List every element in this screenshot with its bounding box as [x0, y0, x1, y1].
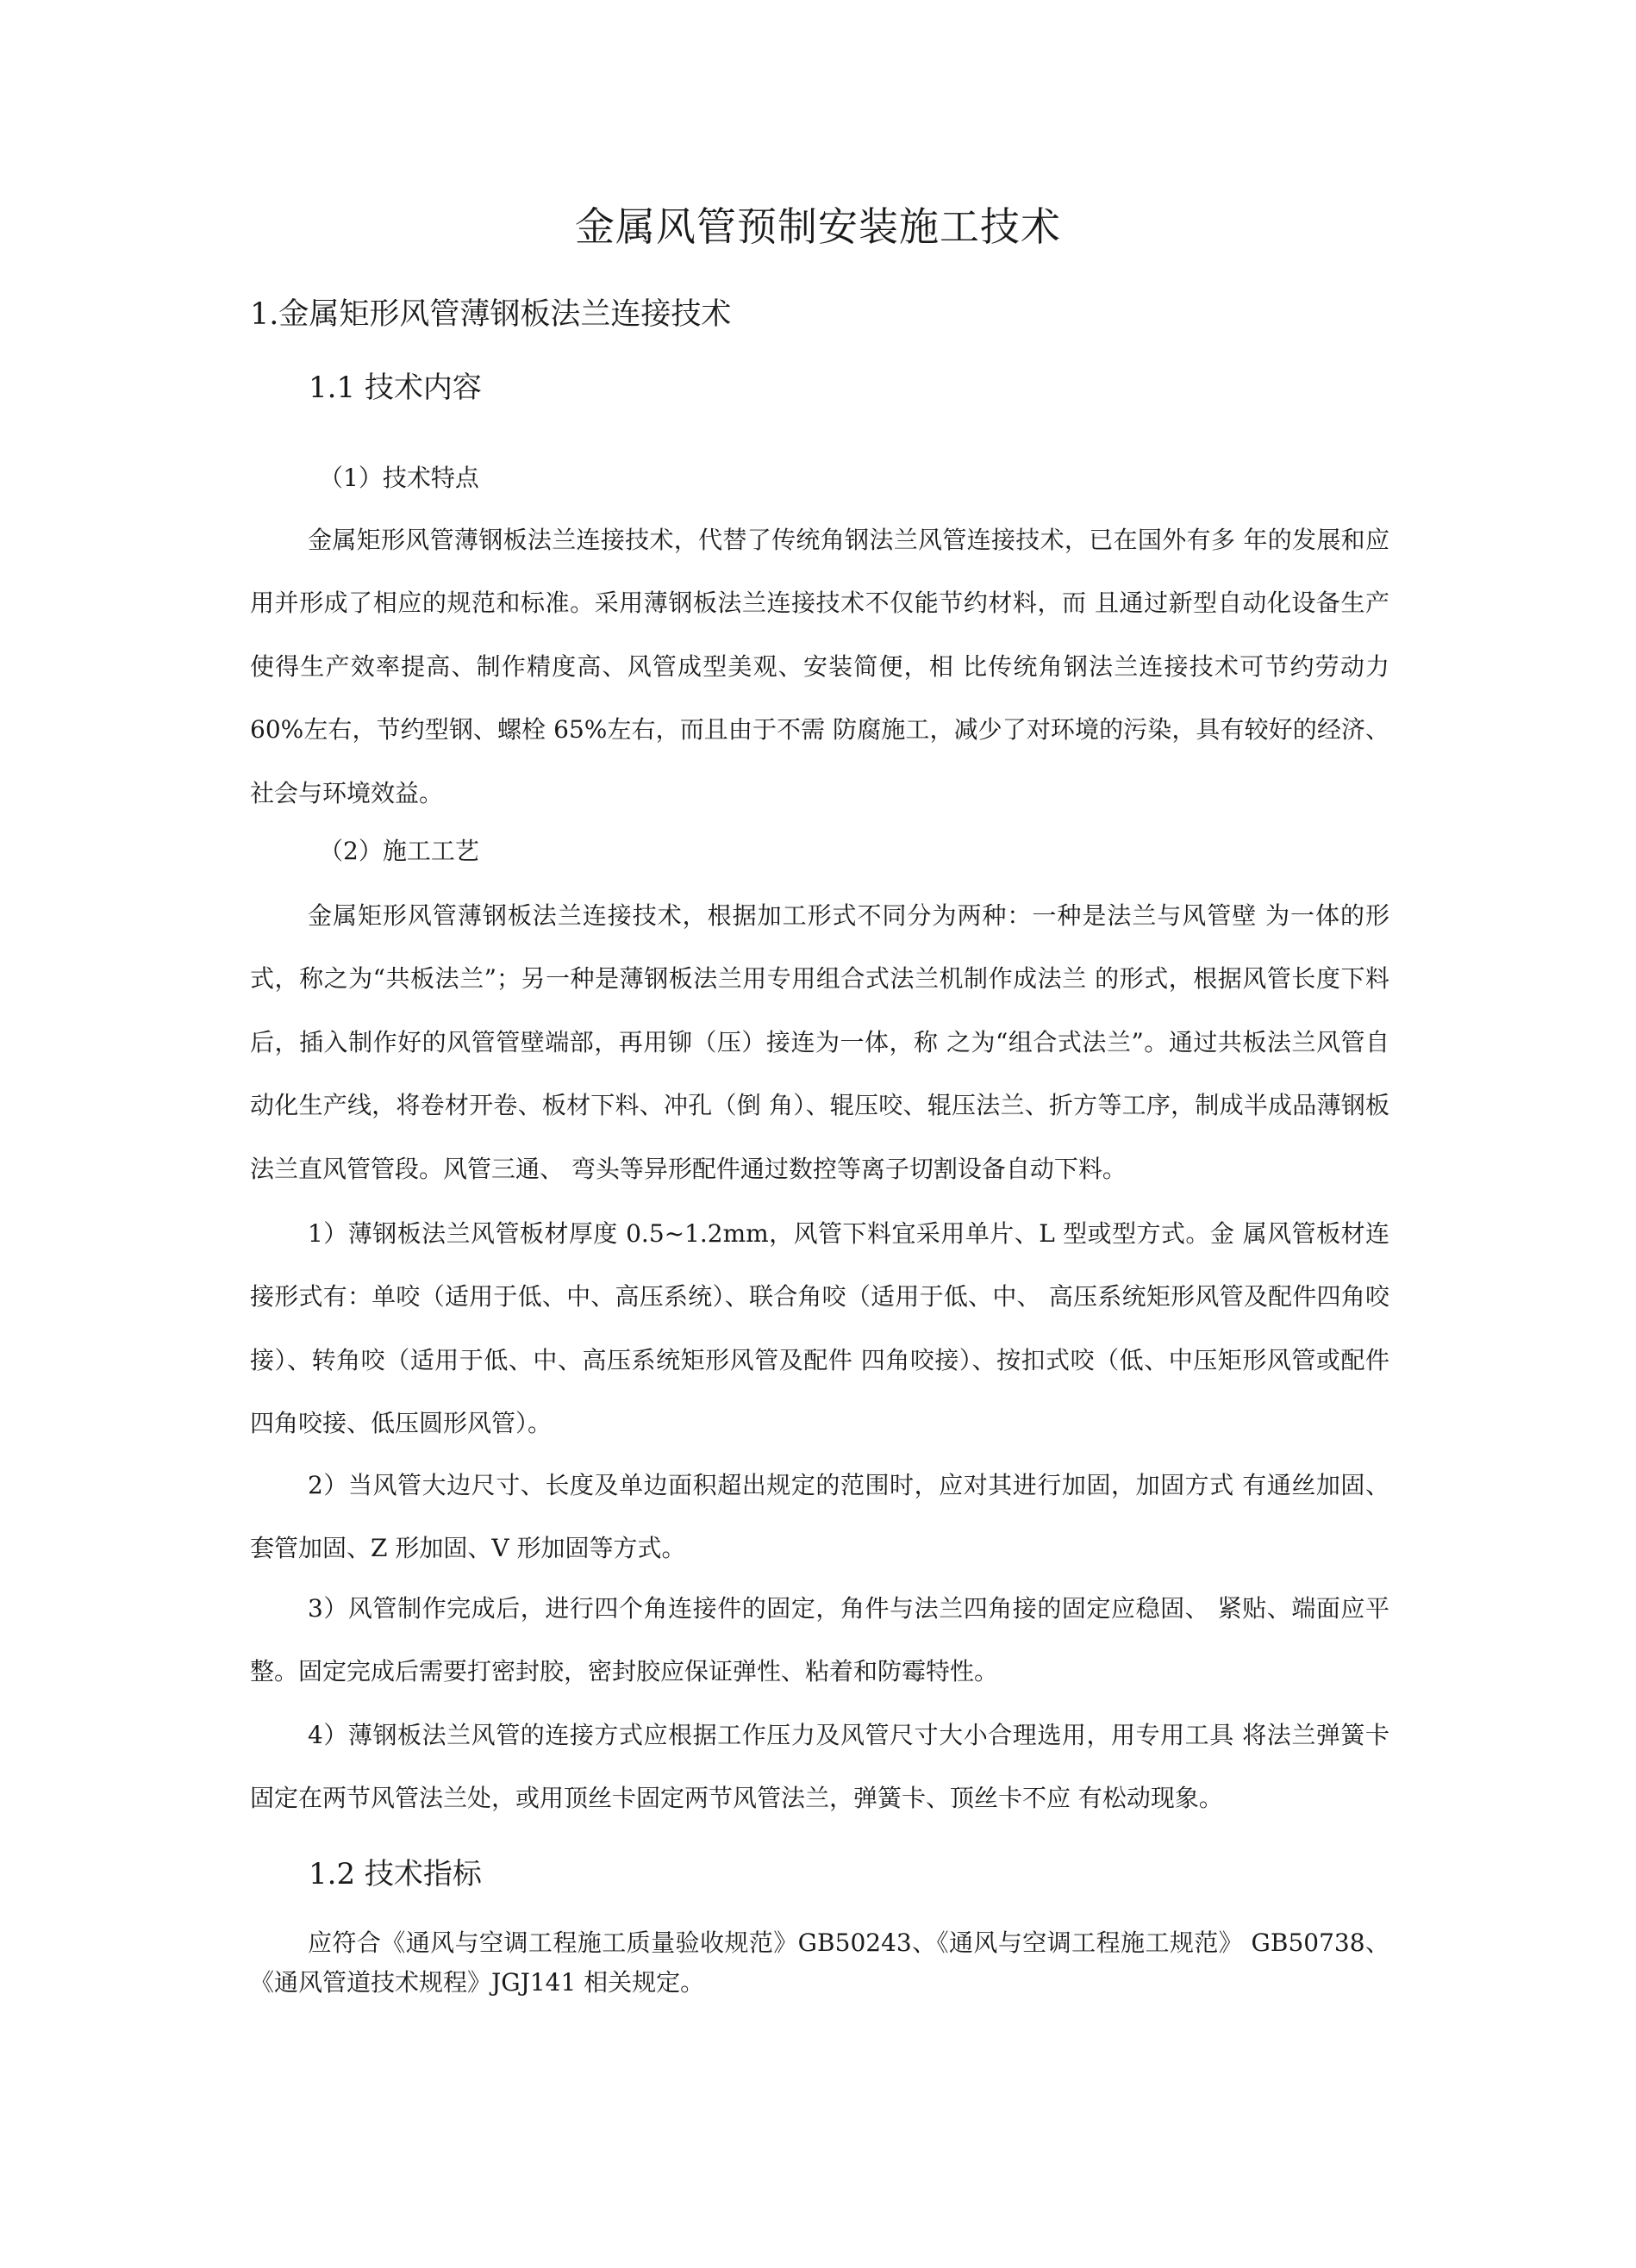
- paragraph-construction-process: 金属矩形风管薄钢板法兰连接技术，根据加工形式不同分为两种：一种是法兰与风管壁 为一体的形式，称之为“共板法兰”；另一种是薄钢板法兰用专用组合式法兰机制作成法兰 的形式，根据风管长度下料后，插入制作好的风管管壁端部，再用铆（压）接连为一体，称 之为“组合式法兰”。通过共板法兰风管自动化生产线，将卷材开卷、板材下料、冲孔（倒 角）、辊压咬、辊压法兰、折方等工序，制成半成品薄钢板法兰直风管管段。风管三通、 弯头等异形配件通过数控等离子切割设备自动下料。: [250, 901, 1389, 1183]
- paragraph-tech-indicators: 应符合《通风与空调工程施工质量验收规范》GB50243、《通风与空调工程施工规范》 GB50738、《通风管道技术规程》JGJ141 相关规定。: [250, 1928, 1389, 1997]
- section-heading-1-1: 1.1 技术内容: [309, 371, 482, 405]
- paragraph-step-1: 1）薄钢板法兰风管板材厚度 0.5~1.2mm，风管下料宜采用单片、L 型或型方式。金 属风管板材连接形式有：单咬（适用于低、中、高压系统）、联合角咬（适用于低、中、 高压系统矩形风管及配件四角咬接）、转角咬（适用于低、中、高压系统矩形风管及配件 四角咬接）、按扣式咬（低、中压矩形风管或配件四角咬接、低压圆形风管）。: [250, 1219, 1389, 1438]
- section-heading-1: 1.金属矩形风管薄钢板法兰连接技术: [250, 297, 732, 332]
- paragraph-step-3: 3）风管制作完成后，进行四个角连接件的固定，角件与法兰四角接的固定应稳固、 紧贴、端面应平整。固定完成后需要打密封胶，密封胶应保证弹性、粘着和防霉特性。: [250, 1594, 1389, 1686]
- section-heading-1-2: 1.2 技术指标: [309, 1857, 482, 1891]
- page-title: 金属风管预制安装施工技术: [575, 203, 1061, 250]
- paragraph-step-2: 2）当风管大边尺寸、长度及单边面积超出规定的范围时，应对其进行加固，加固方式 有通丝加固、套管加固、Z 形加固、V 形加固等方式。: [250, 1471, 1389, 1563]
- paragraph-step-4: 4）薄钢板法兰风管的连接方式应根据工作压力及风管尺寸大小合理选用，用专用工具 将法兰弹簧卡固定在两节风管法兰处，或用顶丝卡固定两节风管法兰，弹簧卡、顶丝卡不应 有松动现象。: [250, 1721, 1389, 1813]
- subheading-construction-process: （2）施工工艺: [319, 837, 479, 865]
- paragraph-tech-features: 金属矩形风管薄钢板法兰连接技术，代替了传统角钢法兰风管连接技术，已在国外有多 年的发展和应用并形成了相应的规范和标准。采用薄钢板法兰连接技术不仅能节约材料，而 且通过新型自动化设备生产使得生产效率提高、制作精度高、风管成型美观、安装简便，相 比传统角钢法兰连接技术可节约劳动力 60%左右，节约型钢、螺栓 65%左右，而且由于不需 防腐施工，减少了对环境的污染，具有较好的经济、社会与环境效益。: [250, 526, 1389, 807]
- subheading-tech-features: （1）技术特点: [319, 464, 479, 492]
